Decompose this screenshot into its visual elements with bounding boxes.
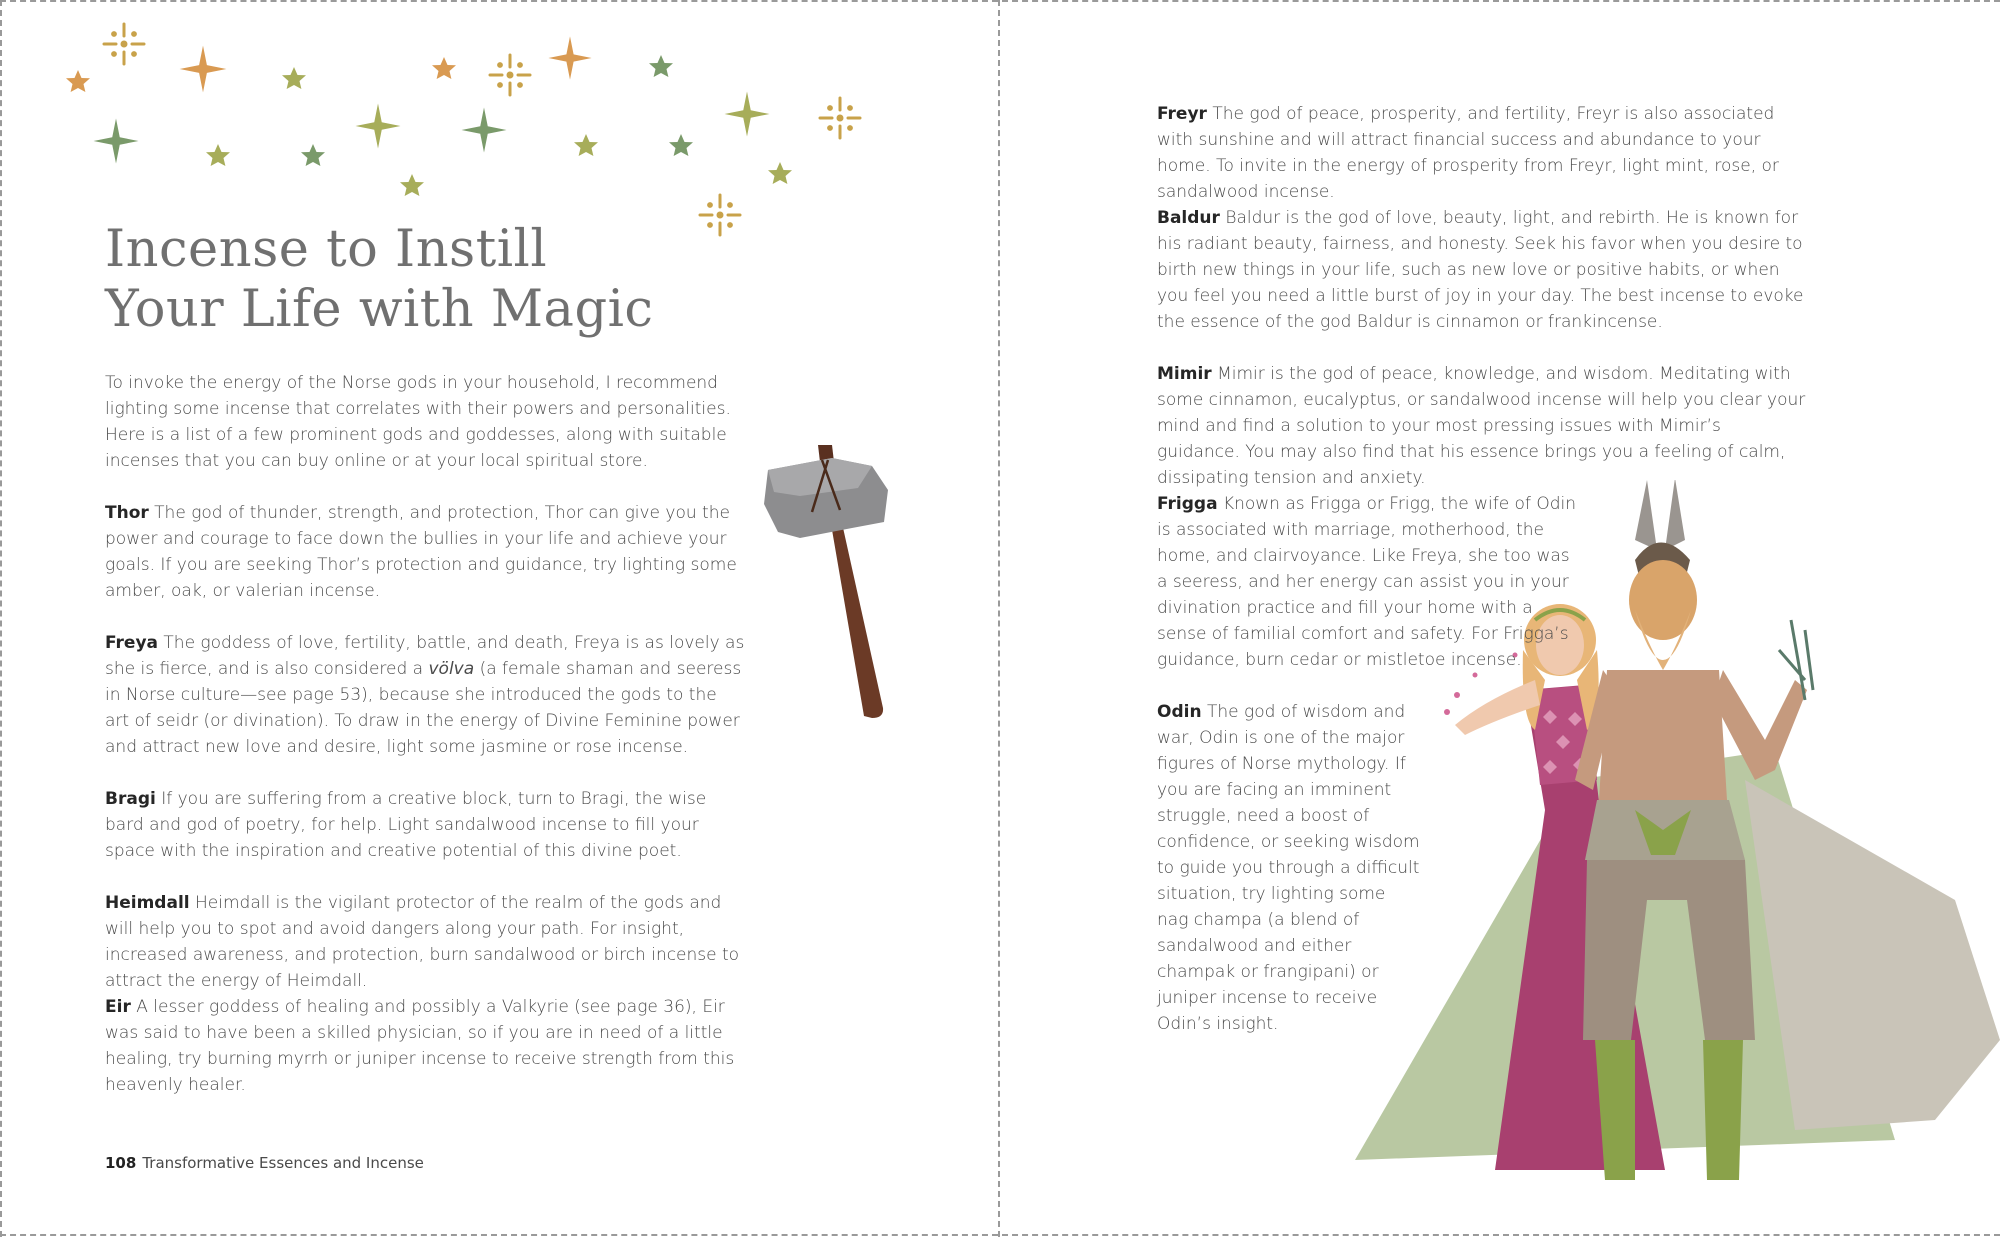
entry-name: Freya — [105, 633, 158, 653]
title-line-1: Incense to Instill — [105, 220, 548, 279]
entry-text: (a female shaman and seeress in Norse culture—see page 53), because she introduced the gods to the art of seidr (or divination). To draw in the energy of Divine Feminine power and attract new love and desire, light some jasmine or rose incense. — [105, 659, 742, 757]
entry-mimir — [1157, 361, 1807, 491]
star-icon — [432, 57, 456, 79]
burst-icon — [490, 55, 530, 95]
entry-name: Frigga — [1157, 494, 1218, 514]
entry-name: Baldur — [1157, 208, 1220, 228]
star-icon — [400, 174, 424, 196]
star-icon — [548, 36, 591, 79]
entry-name: Mimir — [1157, 364, 1212, 384]
page-number: 108 — [105, 1154, 137, 1172]
entry-name: Bragi — [105, 789, 156, 809]
entry-odin — [1157, 699, 1422, 1037]
star-icon — [180, 46, 227, 93]
entry-name: Odin — [1157, 702, 1202, 722]
page-title — [105, 220, 705, 340]
entry-text: A lesser goddess of healing and possibly a Valkyrie (see page 36), Eir was said to have been a skilled physician, so if you are in need of a little healing, try burning myrrh or juniper incense to receive strength from this heavenly healer. — [105, 997, 735, 1095]
entry-frigga — [1157, 491, 1577, 673]
entry-eir — [105, 994, 750, 1098]
entry-text: If you are suffering from a creative block, turn to Bragi, the wise bard and god of poetry, for help. Light sandalwood incense to fill your space with the inspiration and creative potential of this divine poet. — [105, 789, 707, 861]
star-icon — [462, 108, 507, 153]
entry-text: Heimdall is the vigilant protector of the realm of the gods and will help you to spot and avoid dangers along your path. For insight, increased awareness, and protection, burn sandalwood or birch incense to attract the energy of Heimdall. — [105, 893, 740, 991]
entry-text: The god of wisdom and war, Odin is one of the major figures of Norse mythology. If you are facing an imminent struggle, need a boost of confidence, or seeking wisdom to guide you through a difficult situation, try lighting some nag champa (a blend of sandalwood and either champak or frangipani) or juniper incense to receive Odin’s insight. — [1157, 702, 1420, 1034]
running-footer: Transformative Essences and Incense — [142, 1154, 424, 1172]
star-icon — [206, 144, 230, 166]
entry-name: Heimdall — [105, 893, 190, 913]
intro-paragraph: To invoke the energy of the Norse gods in your household, I recommend lighting some incense that correlates with their powers and personalities. Here is a list of a few prominent gods and goddesses, along with suitable incenses that you can buy online or at your local spiritual store. — [105, 373, 731, 471]
right-page — [1000, 0, 2000, 1237]
entry-heimdall — [105, 890, 750, 994]
burst-icon — [104, 24, 144, 64]
star-icon — [768, 162, 792, 184]
page-footer — [105, 1154, 424, 1172]
star-icon — [574, 134, 598, 156]
star-icon — [356, 104, 401, 149]
star-icon — [725, 92, 770, 137]
entry-baldur — [1157, 205, 1807, 335]
stars-decoration — [0, 0, 1000, 250]
star-icon — [301, 144, 325, 166]
star-icon — [66, 70, 90, 92]
star-icon — [669, 134, 693, 156]
entry-name: Freyr — [1157, 104, 1207, 124]
entry-text: The god of thunder, strength, and protection, Thor can give you the power and courage to face down the bullies in your life and achieve your goals. If you are seeking Thor’s protection and guidance, try lighting some amber, oak, or valerian incense. — [105, 503, 737, 601]
star-icon — [649, 55, 673, 77]
entry-bragi — [105, 786, 750, 864]
entry-text: The god of peace, prosperity, and fertility, Freyr is also associated with sunshine and will attract financial success and abundance to your home. To invite in the energy of prosperity from Freyr, light mint, rose, or sandalwood incense. — [1157, 104, 1779, 202]
star-icon — [94, 119, 139, 164]
entry-text: Baldur is the god of love, beauty, light, and rebirth. He is known for his radiant beauty, fairness, and honesty. Seek his favor when you desire to birth new things in your life, such as new love or positive habits, or when you feel you need a little burst of joy in your day. The best incense to evoke the essence of the god Baldur is cinnamon or frankincense. — [1157, 208, 1804, 332]
entry-freyr — [1157, 101, 1807, 205]
entry-name: Thor — [105, 503, 149, 523]
burst-icon — [700, 195, 740, 235]
star-icon — [282, 67, 306, 89]
entry-freya — [105, 630, 745, 760]
entry-thor — [105, 500, 745, 604]
entry-text: Known as Frigga or Frigg, the wife of Odin is associated with marriage, motherhood, the home, and clairvoyance. Like Freya, she too was a seeress, and her energy can assist you in your divination practice and fill your home with a sense of familial comfort and safety. For Frigga’s guidance, burn cedar or mistletoe incense. — [1157, 494, 1577, 670]
hammer-icon — [760, 440, 900, 720]
entry-text: Mimir is the god of peace, knowledge, and wisdom. Meditating with some cinnamon, eucalyptus, or sandalwood incense will help you clear your mind and find a solution to your most pressing issues with Mimir’s guidance. You may also find that his essence brings you a feeling of calm, dissipating tension and anxiety. — [1157, 364, 1806, 488]
title-line-2: Your Life with Magic — [105, 280, 654, 339]
entry-text: The goddess of love, fertility, battle, and death, Freya is as lovely as she is fierce, and is also considered a — [105, 633, 745, 679]
burst-icon — [820, 98, 860, 138]
entry-name: Eir — [105, 997, 131, 1017]
entry-term: völva — [428, 659, 475, 679]
